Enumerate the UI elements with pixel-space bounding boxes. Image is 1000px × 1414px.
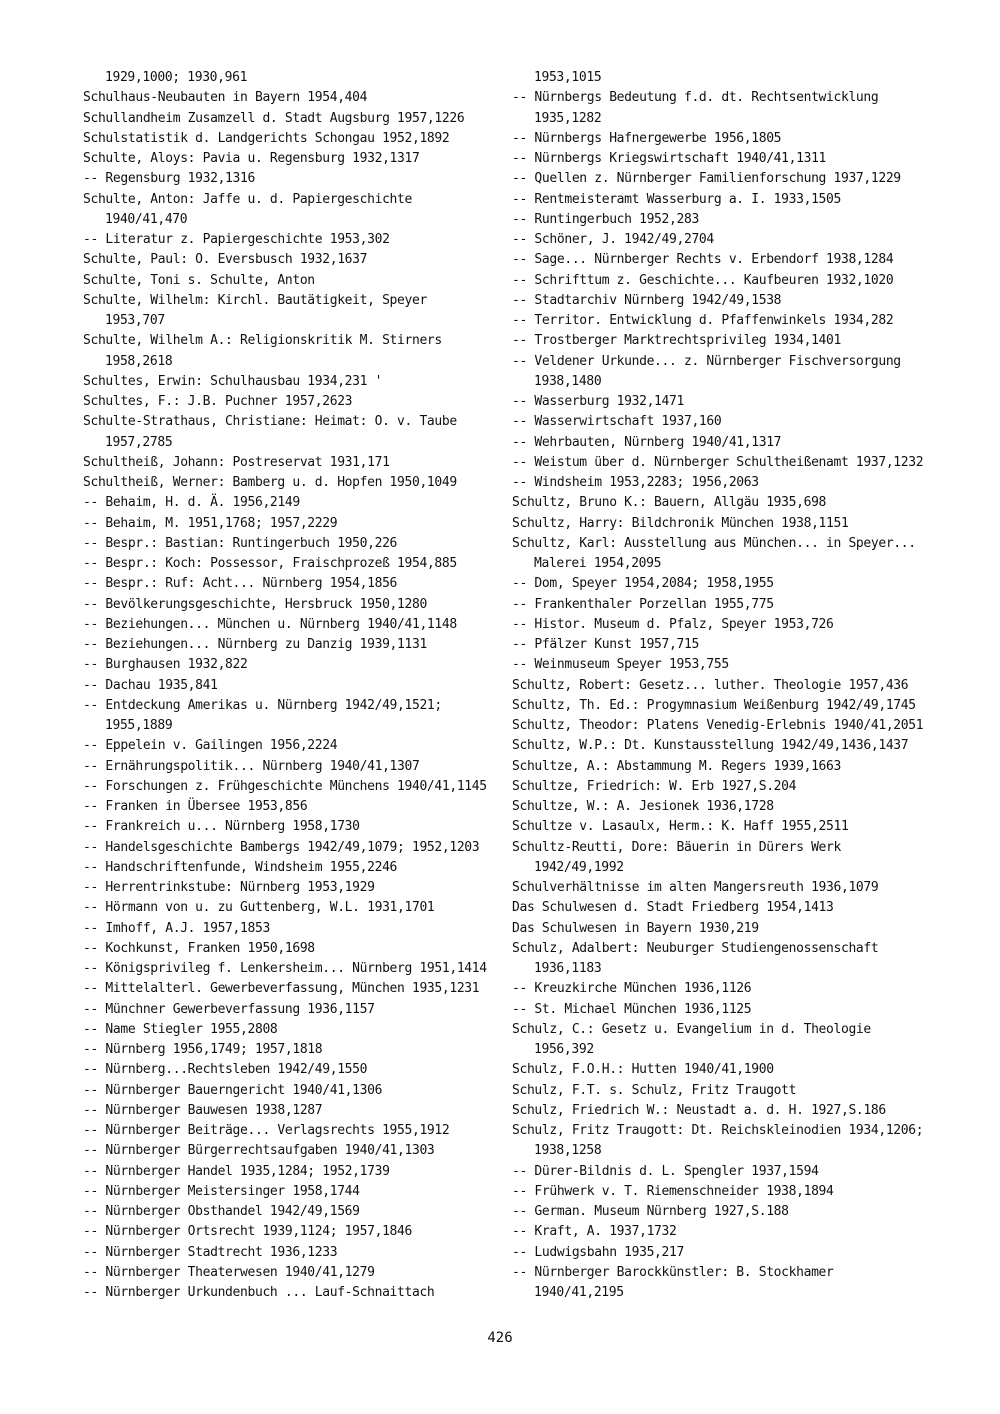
index-entry: -- Burghausen 1932,822	[83, 657, 248, 673]
index-entry: -- Frühwerk v. T. Riemenschneider 1938,1894	[512, 1183, 834, 1199]
index-entry: Schulte-Strathaus, Christiane: Heimat: O. v. Taube	[83, 414, 457, 430]
index-entry: -- Wasserwirtschaft 1937,160	[512, 414, 722, 430]
index-entry: -- Forschungen z. Frühgeschichte Münchens 1940/41,1145	[83, 778, 487, 794]
index-entry: -- Kreuzkirche München 1936,1126	[512, 981, 752, 997]
index-entry: 1942/49,1992	[534, 859, 624, 875]
index-entry: -- Nürnberger Beiträge... Verlagsrechts 1955,1912	[83, 1123, 450, 1138]
index-entry: -- Mittelalterl. Gewerbeverfassung, München 1935,1231	[83, 981, 480, 997]
index-entry: -- Handelsgeschichte Bambergs 1942/49,1079; 1952,1203	[83, 839, 480, 855]
page-number: 426	[487, 1330, 513, 1346]
index-entry: -- Kochkunst, Franken 1950,1698	[83, 940, 315, 956]
index-entry: -- Windsheim 1953,2283; 1956,2063	[512, 475, 759, 490]
index-entry: Schultze, Friedrich: W. Erb 1927,S.204	[512, 778, 797, 794]
index-entry: -- Nürnberger Urkundenbuch ... Lauf-Schnaittach	[83, 1285, 435, 1300]
index-entry: -- Nürnberger Meistersinger 1958,1744	[83, 1183, 360, 1199]
index-entry: Schultes, Erwin: Schulhausbau 1934,231 '	[83, 373, 383, 389]
index-entry: -- Bevölkerungsgeschichte, Hersbruck 1950,1280	[83, 596, 427, 612]
index-entry: Schultz-Reutti, Dore: Bäuerin in Dürers Werk	[512, 839, 841, 855]
index-entry: -- Behaim, H. d. Ä. 1956,2149	[83, 495, 300, 511]
index-entry: -- Nürnberger Stadtrecht 1936,1233	[83, 1244, 338, 1260]
index-entry: Schultz, Robert: Gesetz... luther. Theologie 1957,436	[512, 677, 909, 693]
index-entry: -- Nürnberg...Rechtsleben 1942/49,1550	[83, 1062, 368, 1078]
index-entry: -- Beziehungen... Nürnberg zu Danzig 1939,1131	[83, 637, 427, 652]
index-entry: -- Münchner Gewerbeverfassung 1936,1157	[83, 1001, 375, 1017]
index-entry: -- Nürnberger Barockkünstler: B. Stockhamer	[512, 1264, 834, 1280]
index-entry: -- Nürnbergs Bedeutung f.d. dt. Rechtsentwicklung	[512, 90, 879, 106]
index-entry: Schulhaus-Neubauten in Bayern 1954,404	[83, 90, 368, 106]
index-entry: Das Schulwesen d. Stadt Friedberg 1954,1413	[512, 900, 834, 916]
index-entry: -- Weinmuseum Speyer 1953,755	[512, 657, 729, 673]
index-entry: 1940/41,470	[105, 211, 188, 227]
index-entry: -- Territor. Entwicklung d. Pfaffenwinkels 1934,282	[512, 313, 894, 328]
index-entry: -- Nürnberger Bauwesen 1938,1287	[83, 1102, 323, 1118]
index-entry: 1938,1258	[534, 1143, 602, 1159]
index-entry: Schulte, Paul: O. Eversbusch 1932,1637	[83, 252, 368, 268]
index-entry: Schulte, Wilhelm A.: Religionskritik M. Stirners	[83, 333, 442, 349]
index-entry: -- Bespr.: Ruf: Acht... Nürnberg 1954,1856	[83, 576, 398, 592]
index-entry: -- St. Michael München 1936,1125	[512, 1001, 752, 1017]
index-entry: -- Schrifttum z. Geschichte... Kaufbeuren 1932,1020	[512, 272, 894, 288]
index-entry: -- Trostberger Marktrechtsprivileg 1934,1401	[512, 333, 841, 349]
index-entry: -- Nürnbergs Hafnergewerbe 1956,1805	[512, 130, 782, 146]
index-entry: -- Stadtarchiv Nürnberg 1942/49,1538	[512, 292, 782, 308]
index-entry: -- Königsprivileg f. Lenkersheim... Nürnberg 1951,1414	[83, 961, 487, 976]
index-entry: -- Eppelein v. Gailingen 1956,2224	[83, 738, 338, 754]
index-entry: -- Rentmeisteramt Wasserburg a. I. 1933,1505	[512, 191, 841, 207]
index-entry: Schulz, Friedrich W.: Neustadt a. d. H. 1927,S.186	[512, 1102, 886, 1118]
index-entry: -- Dürer-Bildnis d. L. Spengler 1937,1594	[512, 1163, 819, 1179]
index-entry: Schulte, Toni s. Schulte, Anton	[83, 272, 315, 288]
index-entry: Schultheiß, Johann: Postreservat 1931,171	[83, 454, 390, 470]
index-entry: 1957,2785	[105, 434, 173, 450]
index-entry: -- Entdeckung Amerikas u. Nürnberg 1942/49,1521;	[83, 697, 442, 713]
index-entry: Schultze, W.: A. Jesionek 1936,1728	[512, 799, 774, 814]
index-entry: Schultz, Harry: Bildchronik München 1938,1151	[512, 515, 849, 531]
index-entry: -- Regensburg 1932,1316	[83, 171, 255, 187]
index-entry: -- Nürnberger Bauerngericht 1940/41,1306	[83, 1082, 383, 1098]
index-entry: Schulte, Wilhelm: Kirchl. Bautätigkeit, Speyer	[83, 292, 427, 308]
index-entry: Schultz, Bruno K.: Bauern, Allgäu 1935,698	[512, 495, 827, 511]
index-entry: Schulverhältnisse im alten Mangersreuth 1936,1079	[512, 880, 879, 895]
right-column	[512, 68, 952, 1303]
index-entry: 1955,1889	[105, 718, 173, 733]
index-entry: -- Pfälzer Kunst 1957,715	[512, 637, 699, 652]
index-entry: -- Beziehungen... München u. Nürnberg 1940/41,1148	[83, 616, 457, 632]
index-entry: Malerei 1954,2095	[534, 556, 662, 571]
index-entry: -- Nürnbergs Kriegswirtschaft 1940/41,1311	[512, 151, 827, 166]
index-entry: -- Histor. Museum d. Pfalz, Speyer 1953,726	[512, 616, 834, 632]
index-entry: Schulz, F.T. s. Schulz, Fritz Traugott	[512, 1082, 797, 1098]
index-entry: Schultz, Th. Ed.: Progymnasium Weißenburg 1942/49,1745	[512, 697, 916, 713]
index-entry: 1953,1015	[534, 70, 602, 85]
index-entry: -- Handschriftenfunde, Windsheim 1955,2246	[83, 859, 398, 875]
index-entry: Schulz, Fritz Traugott: Dt. Reichskleinodien 1934,1206;	[512, 1123, 924, 1138]
index-entry: -- Kraft, A. 1937,1732	[512, 1224, 677, 1240]
index-entry: Schultheiß, Werner: Bamberg u. d. Hopfen 1950,1049	[83, 475, 457, 490]
index-entry: 1935,1282	[534, 110, 602, 126]
index-entry: 1936,1183	[534, 961, 602, 976]
index-entry: Schultze v. Lasaulx, Herm.: K. Haff 1955,2511	[512, 819, 849, 835]
index-entry: Schultz, Theodor: Platens Venedig-Erlebnis 1940/41,2051	[512, 718, 924, 733]
index-entry: -- Nürnberger Obsthandel 1942/49,1569	[83, 1204, 360, 1219]
index-entry: -- Bespr.: Koch: Possessor, Fraischprozeß 1954,885	[83, 556, 457, 571]
index-entry: Schulte, Anton: Jaffe u. d. Papiergeschichte	[83, 191, 412, 207]
index-entry: Schultze, A.: Abstammung M. Regers 1939,1663	[512, 758, 841, 774]
index-entry: Schultes, F.: J.B. Puchner 1957,2623	[83, 394, 353, 409]
index-entry: -- Nürnberger Ortsrecht 1939,1124; 1957,1846	[83, 1224, 412, 1240]
index-entry: Schulz, Adalbert: Neuburger Studiengenossenschaft	[512, 940, 879, 956]
index-entry: -- Wehrbauten, Nürnberg 1940/41,1317	[512, 434, 782, 450]
index-entry: 1956,392	[534, 1042, 594, 1057]
index-entry: -- Ernährungspolitik... Nürnberg 1940/41,1307	[83, 758, 420, 774]
index-entry: -- Name Stiegler 1955,2808	[83, 1021, 278, 1037]
index-entry: Schulstatistik d. Landgerichts Schongau 1952,1892	[83, 130, 450, 146]
index-entry: -- Bespr.: Bastian: Runtingerbuch 1950,226	[83, 535, 398, 551]
index-entry: -- Wasserburg 1932,1471	[512, 394, 684, 409]
index-entry: -- Sage... Nürnberger Rechts v. Erbendorf 1938,1284	[512, 252, 894, 268]
index-entry: -- Nürnberg 1956,1749; 1957,1818	[83, 1042, 323, 1057]
index-entry: Schulte, Aloys: Pavia u. Regensburg 1932,1317	[83, 151, 420, 166]
index-entry: -- Hörmann von u. zu Guttenberg, W.L. 1931,1701	[83, 900, 435, 916]
index-entry: Schulz, F.O.H.: Hutten 1940/41,1900	[512, 1062, 774, 1078]
index-entry: -- Imhoff, A.J. 1957,1853	[83, 920, 270, 936]
index-entry: -- Schöner, J. 1942/49,2704	[512, 232, 714, 247]
index-entry: -- Nürnberger Handel 1935,1284; 1952,1739	[83, 1163, 390, 1179]
index-entry: -- Quellen z. Nürnberger Familienforschung 1937,1229	[512, 171, 901, 187]
index-entry: Schultz, W.P.: Dt. Kunstausstellung 1942/49,1436,1437	[512, 738, 909, 754]
index-entry: Das Schulwesen in Bayern 1930,219	[512, 920, 759, 936]
index-entry: -- Ludwigsbahn 1935,217	[512, 1244, 684, 1260]
index-entry: -- Herrentrinkstube: Nürnberg 1953,1929	[83, 880, 375, 895]
left-column	[83, 68, 503, 1303]
index-entry: -- Dachau 1935,841	[83, 677, 218, 693]
index-entry: -- Franken in Übersee 1953,856	[83, 799, 308, 814]
index-entry: Schulz, C.: Gesetz u. Evangelium in d. Theologie	[512, 1021, 871, 1037]
index-entry: -- Literatur z. Papiergeschichte 1953,302	[83, 232, 390, 247]
index-entry: 1929,1000; 1930,961	[105, 70, 248, 85]
index-entry: -- German. Museum Nürnberg 1927,S.188	[512, 1204, 789, 1219]
index-entry: 1940/41,2195	[534, 1285, 624, 1300]
index-entry: 1953,707	[105, 313, 165, 328]
index-entry: -- Runtingerbuch 1952,283	[512, 211, 699, 227]
index-entry: Schultz, Karl: Ausstellung aus München... in Speyer...	[512, 535, 916, 551]
index-entry: -- Veldener Urkunde... z. Nürnberger Fischversorgung	[512, 353, 901, 369]
index-entry: -- Nürnberger Bürgerrechtsaufgaben 1940/41,1303	[83, 1143, 435, 1159]
index-entry: -- Weistum über d. Nürnberger Schultheißenamt 1937,1232	[512, 454, 924, 470]
index-entry: -- Frankreich u... Nürnberg 1958,1730	[83, 819, 360, 835]
index-entry: Schullandheim Zusamzell d. Stadt Augsburg 1957,1226	[83, 110, 465, 126]
index-entry: -- Dom, Speyer 1954,2084; 1958,1955	[512, 576, 774, 592]
index-entry: 1938,1480	[534, 373, 602, 389]
index-entry: -- Nürnberger Theaterwesen 1940/41,1279	[83, 1264, 375, 1280]
index-entry: -- Behaim, M. 1951,1768; 1957,2229	[83, 515, 338, 531]
index-entry: 1958,2618	[105, 353, 173, 369]
index-entry: -- Frankenthaler Porzellan 1955,775	[512, 596, 774, 612]
